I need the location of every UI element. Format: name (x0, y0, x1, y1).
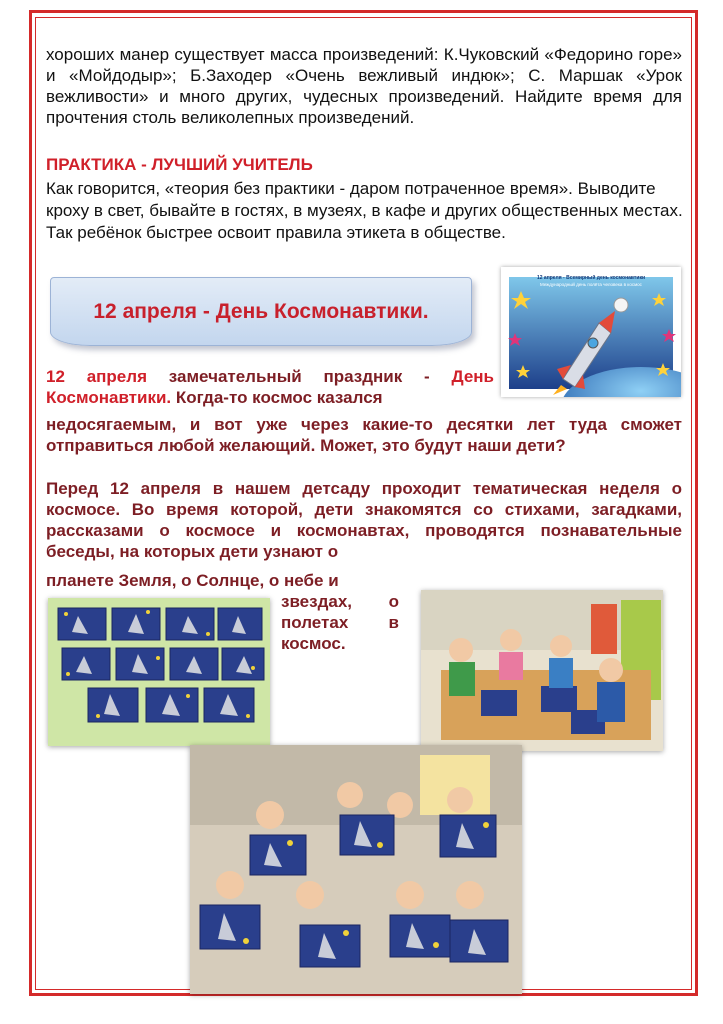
poster-astronaut (614, 298, 628, 312)
cosmos-week-line: планете Земля, о Солнце, о небе и (46, 571, 339, 590)
cosmos-mid: замечательный праздник - (147, 367, 452, 386)
cosmos-date: 12 апреля (46, 367, 147, 386)
intro-paragraph: хороших манер существует масса произведений: К.Чуковский «Федорино горе» и «Мойдодыр»; Б.Заходер «Очень вежливый индюк»; С. Маршак «Урок вежливости» и много других, чудесных произведений. Найдите время для прочтения столь великолепных произведений. (46, 45, 682, 127)
cosmonautics-banner (50, 277, 472, 346)
practice-heading: ПРАКТИКА - ЛУЧШИЙ УЧИТЕЛЬ (46, 155, 313, 174)
poster-illustration (501, 267, 681, 397)
photo-children-artwork (48, 598, 270, 746)
poster-title: 12 апреля - Всемирный день космонавтики (536, 275, 646, 281)
cosmos-week-paragraph: Перед 12 апреля в нашем детсаду проходит тематическая неделя о космосе. Во время которой, дети знакомятся со стихами, загадками, рассказами о космосе и космонавтах, проводятся познавательные беседы, на которых дети узнают о (46, 479, 682, 561)
poster-subtitle: Международный день полёта человека в космос (540, 282, 642, 287)
photo-children-with-drawings (190, 745, 522, 994)
practice-paragraph: Как говорится, «теория без практики - даром потраченное время». Выводите кроху в свет, бывайте в гостях, в музеях, в кафе и других общественных местах. Так ребёнок быстрее освоит правила этикета в обществе. (46, 179, 683, 242)
cosmos-paragraph-start (46, 366, 494, 408)
banner-title: 12 апреля - День Космонавтики. (93, 299, 429, 323)
cosmos-paragraph-cont: недосягаемым, и вот уже через какие-то десятки лет туда сможет отправиться любой желающий. Может, это будут наши дети? (46, 415, 682, 455)
cosmonautics-poster (501, 267, 681, 397)
cosmos-rest: Когда-то космос казался (171, 388, 383, 407)
photo-children-at-table (421, 590, 663, 751)
cosmos-week-end: звездах, о полетах в космос. (281, 592, 399, 653)
cosmos-holiday-name: День Космонавтики. (46, 367, 495, 407)
